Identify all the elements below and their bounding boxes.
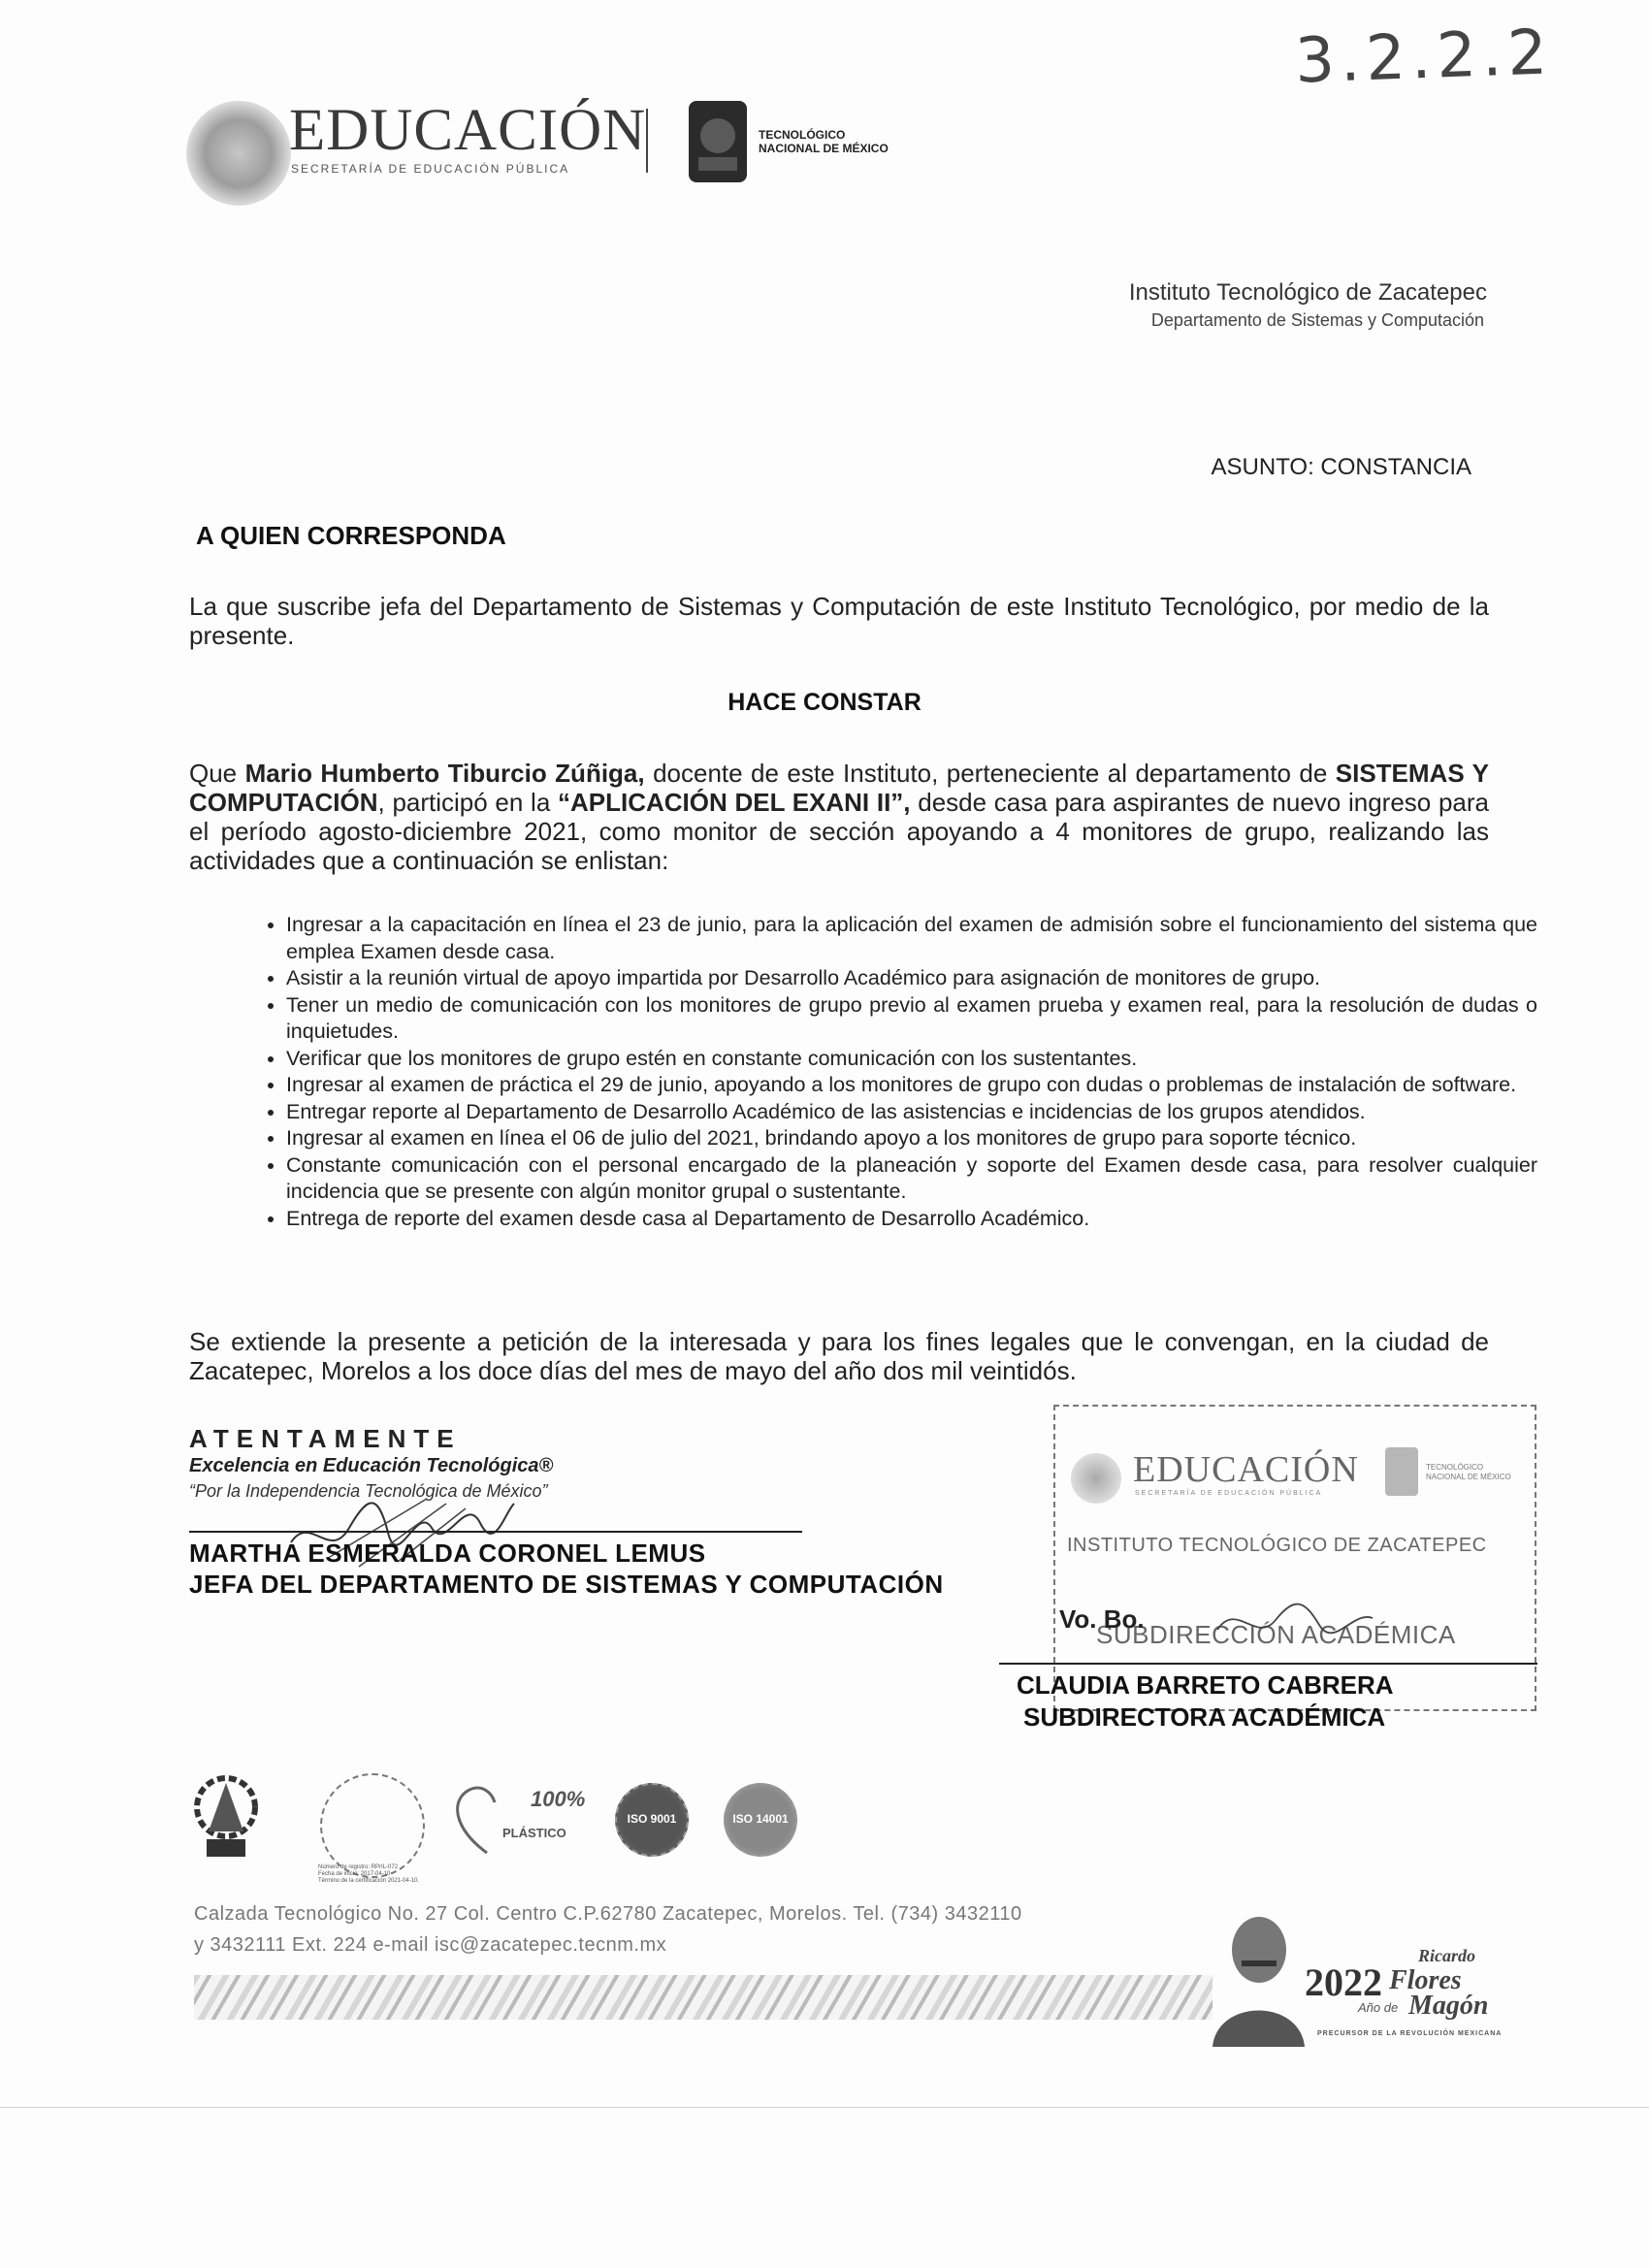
anniversary-name: Ricardo Flores Magón [1389,1946,1489,2021]
gender-equity-seal-icon [320,1773,425,1878]
handwritten-signature-2 [1208,1591,1382,1649]
anniversary-year-label: Año de [1358,2000,1399,2015]
signer-title: JEFA DEL DEPARTAMENTO DE SISTEMAS Y COMPUTACIÓN [189,1570,944,1599]
list-item: • Tener un medio de comunicación con los monitores de grupo previo al examen prueba y examen real, para la resolución de dudas o inquietudes. [286,992,1537,1046]
stamp-tecnm-text: TECNOLÓGICO NACIONAL DE MÉXICO [1426,1463,1511,1481]
decorative-pattern-band [194,1975,1212,2020]
approval-label: Vo. Bo. [1059,1604,1145,1634]
handwritten-annotation: 3.2.2.2 [1293,16,1555,98]
footer-address: Calzada Tecnológico No. 27 Col. Centro C.P.62780 Zacatepec, Morelos. Tel. (734) 3432110 [194,1903,1022,1925]
approver-title: SUBDIRECTORA ACADÉMICA [1023,1702,1386,1732]
sep-logo-subtitle: SECRETARÍA DE EDUCACIÓN PÚBLICA [291,162,570,176]
stamp-area: SUBDIRECCIÓN ACADÉMICA [1096,1620,1456,1649]
list-item: • Ingresar al examen de práctica el 29 de junio, apoyando a los monitores de grupo con dudas o problemas de instalación de software. [286,1072,1537,1099]
list-item: • Ingresar a la capacitación en línea el 23 de junio, para la aplicación del examen de admisión sobre el funcionamiento del sistema que emplea Examen desde casa. [286,912,1537,965]
list-item: • Ingresar al examen en línea el 06 de julio del 2021, brindando apoyo a los monitores de grupo para soporte técnico. [286,1125,1537,1152]
stamp-edu-title: EDUCACIÓN [1133,1449,1359,1490]
stamp-tecnm-icon [1385,1447,1418,1496]
tecnm-logo-icon [685,97,751,186]
national-seal-logo [186,101,291,206]
portrait-illustration [1203,1906,1310,2047]
signature-line [189,1531,802,1533]
institute-gear-logo-icon [189,1764,263,1861]
footer-contact: y 3432111 Ext. 224 e-mail isc@zacatepec.tecnm.mx [194,1934,667,1956]
department-name: Departamento de Sistemas y Computación [1150,310,1484,330]
page-edge-line [0,2107,1649,2108]
addressee: A QUIEN CORRESPONDA [196,521,506,550]
list-item: • Asistir a la reunión virtual de apoyo impartida por Desarrollo Académico para asignación de monitores de grupo. [286,965,1537,992]
institutional-motto: Excelencia en Educación Tecnológica® [189,1455,554,1476]
activities-list [238,912,1537,1232]
certification-note: Número de registro: RPrIL-072 Fecha de inicio: 2017-04-10 Término de la certificación 2021-04-10. [318,1864,420,1884]
stamp-edu-subtitle: SECRETARÍA DE EDUCACIÓN PÚBLICA [1135,1490,1323,1497]
department-emphasis: SISTEMAS Y COMPUTACIÓN [189,759,1489,817]
signature-line-2 [999,1663,1537,1665]
approver-name: CLAUDIA BARRETO CABRERA [1017,1670,1394,1700]
stamp-seal-icon [1071,1453,1121,1504]
institutional-slogan: “Por la Independencia Tecnológica de México” [189,1481,548,1501]
event-name: “APLICACIÓN DEL EXANI II”, [557,788,911,817]
plastic-free-text: PLÁSTICO [502,1826,566,1840]
certify-heading: HACE CONSTAR [728,689,922,716]
subject-line: ASUNTO: CONSTANCIA [1211,454,1471,480]
signer-name: MARTHA ESMERALDA CORONEL LEMUS [189,1539,706,1568]
anniversary-caption: PRECURSOR DE LA REVOLUCIÓN MEXICANA [1317,2030,1503,2037]
list-item: • Constante comunicación con el personal encargado de la planeación y soporte del Examen desde casa, para resolver cualquier incidencia que se presente con algún monitor grupal o sustentante. [286,1152,1537,1206]
iso-14001-badge: ISO 14001 [724,1783,797,1857]
closing-greeting: ATENTAMENTE [189,1424,462,1453]
tecnm-logo-text: TECNOLÓGICO NACIONAL DE MÉXICO [759,128,889,155]
header-divider [646,109,648,173]
plastic-free-percent: 100% [531,1787,586,1811]
institute-name: Instituto Tecnológico de Zacatepec [1128,279,1487,306]
intro-paragraph: La que suscribe jefa del Departamento de Sistemas y Computación de este Instituto Tecnológico, por medio de la presente. [189,592,1489,650]
stamp-institute: INSTITUTO TECNOLÓGICO DE ZACATEPEC [1067,1535,1487,1556]
sep-logo-title: EDUCACIÓN [289,98,647,163]
closing-paragraph: Se extiende la presente a petición de la interesada y para los fines legales que le convengan, en la ciudad de Zacatepec, Morelos a los doce días del mes de mayo del año dos mil veintidós. [189,1327,1489,1385]
list-item: • Entregar reporte al Departamento de Desarrollo Académico de las asistencias e incidencias de los grupos atendidos. [286,1099,1537,1126]
iso-9001-badge: ISO 9001 [615,1783,689,1857]
list-item: • Entrega de reporte del examen desde casa al Departamento de Desarrollo Académico. [286,1206,1537,1233]
list-item: • Verificar que los monitores de grupo estén en constante comunicación con los sustentantes. [286,1046,1537,1073]
teacher-name: Mario Humberto Tiburcio Zúñiga, [244,759,645,788]
anniversary-year: 2022 [1305,1960,1382,2004]
body-paragraph: Que Mario Humberto Tiburcio Zúñiga, docente de este Instituto, perteneciente al departamento de SISTEMAS Y COMPUTACIÓN, participó en la “APLICACIÓN DEL EXANI II”, desde casa para aspirantes de nuevo ingreso para el período agosto-diciembre 2021, como monitor de sección apoyando a 4 monitores de grupo, realizando las actividades que a continuación se enlistan: [189,759,1489,875]
